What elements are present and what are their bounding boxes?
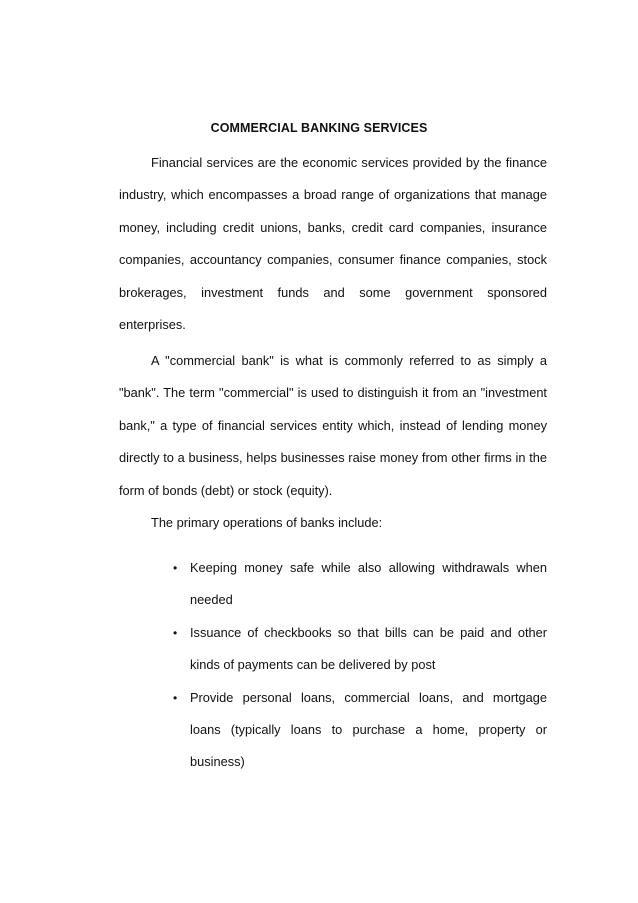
paragraph-commercial-bank: A "commercial bank" is what is commonly referred to as simply a "bank". The term "commercial" is used to distinguish it from an "investment bank," a type of financial services entity which, instead of lending money directly to a business, helps businesses raise money from other firms in the form of bonds (debt) or stock (equity).: [119, 353, 547, 498]
list-item: [119, 617, 547, 682]
bullet-icon: •: [173, 561, 178, 575]
operations-list: [119, 552, 547, 779]
bullet-icon: •: [173, 625, 178, 640]
list-item-text: Issuance of checkbooks so that bills can be paid and other kinds of payments can be delivered by post: [190, 624, 547, 673]
list-item-text: Keeping money safe while also allowing withdrawals when needed: [190, 560, 547, 608]
paragraph-primary-operations-intro: The primary operations of banks include:: [151, 515, 383, 530]
bullet-icon: •: [173, 690, 178, 705]
list-item: [119, 682, 547, 779]
list-item: [119, 552, 547, 617]
paragraph-financial-services: Financial services are the economic services provided by the finance industry, which encompasses a broad range of organizations that manage money, including credit unions, banks, credit card companies, insurance companies, accountancy companies, consumer finance companies, stock brokerages, investment funds and some government sponsored enterprises.: [119, 155, 547, 333]
list-item-text: Provide personal loans, commercial loans, and mortgage loans (typically loans to purchase a home, property or business): [190, 689, 547, 770]
document-title: COMMERCIAL BANKING SERVICES: [210, 121, 428, 135]
